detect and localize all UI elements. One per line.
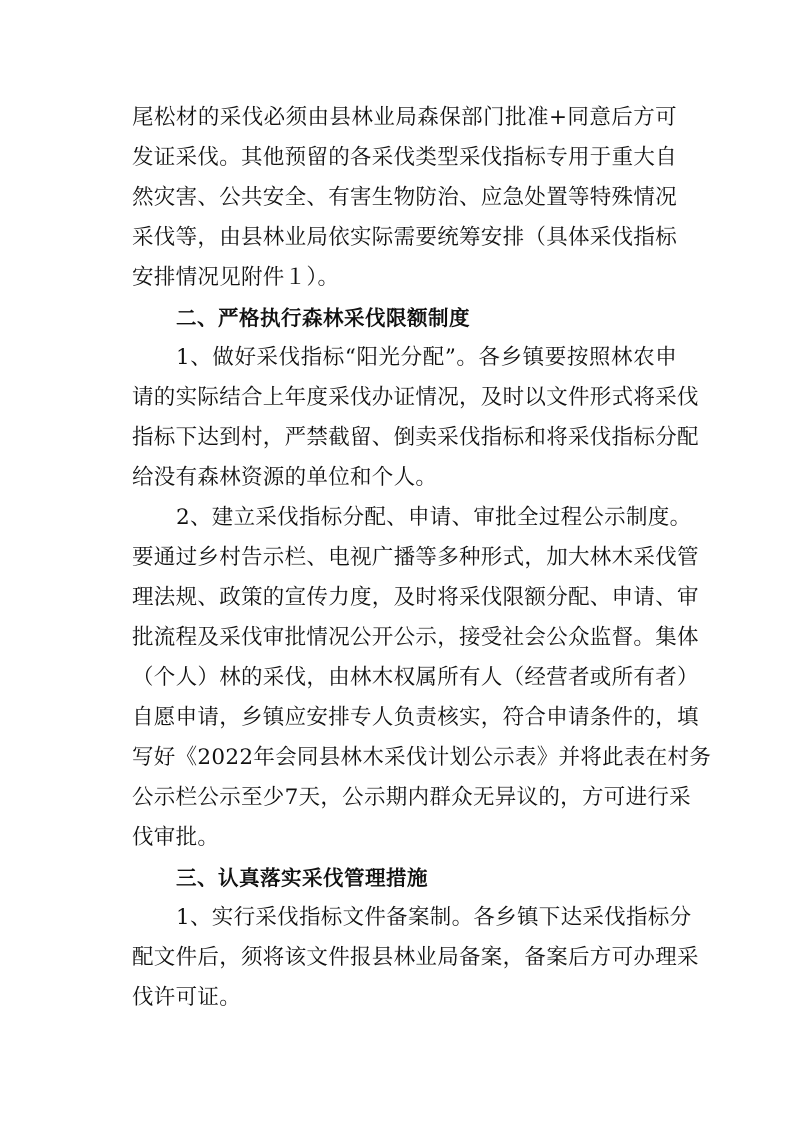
paragraph-line: 公示栏公示至少7天，公示期内群众无异议的，方可进行采: [132, 785, 691, 810]
paragraph-line: 伐审批。: [132, 825, 220, 850]
paragraph-line: 要通过乡村告示栏、电视广播等多种形式，加大林木采伐管: [132, 545, 699, 570]
paragraph-line: 尾松材的采伐必须由县林业局森保部门批准+同意后方可: [132, 105, 677, 130]
paragraph-line: 然灾害、公共安全、有害生物防治、应急处置等特殊情况: [132, 185, 678, 210]
paragraph-line: （个人）林的采伐，由林木权属所有人（经营者或所有者）: [132, 665, 699, 690]
paragraph-line: 安排情况见附件１）。: [132, 265, 340, 290]
paragraph-line: 发证采伐。其他预留的各采伐类型采伐指标专用于重大自: [132, 145, 678, 170]
paragraph-line: 伐许可证。: [132, 985, 242, 1010]
section-heading-2: 二、严格执行森林采伐限额制度: [176, 306, 470, 330]
paragraph-line: 自愿申请，乡镇应安排专人负责核实，符合申请条件的，填: [132, 705, 699, 730]
paragraph-line: 批流程及采伐审批情况公开公示，接受社会公众监督。集体: [132, 625, 699, 650]
paragraph-line: 1、实行采伐指标文件备案制。各乡镇下达采伐指标分: [176, 905, 692, 930]
paragraph-line: 理法规、政策的宣传力度，及时将采伐限额分配、申请、审: [132, 585, 699, 610]
paragraph-line: 采伐等，由县林业局依实际需要统筹安排（具体采伐指标: [132, 225, 678, 250]
paragraph-line: 1、做好采伐指标“阳光分配”。各乡镇要按照林农申: [176, 345, 677, 370]
section-heading-3: 三、认真落实采伐管理措施: [176, 866, 428, 890]
paragraph-line: 配文件后，须将该文件报县林业局备案，备案后方可办理采: [132, 945, 699, 970]
paragraph-line: 2、建立采伐指标分配、申请、审批全过程公示制度。: [176, 505, 692, 530]
paragraph-line: 写好《2022年会同县林木采伐计划公示表》并将此表在村务: [132, 745, 712, 770]
paragraph-line: 指标下达到村，严禁截留、倒卖采伐指标和将采伐指标分配: [132, 425, 699, 450]
paragraph-line: 请的实际结合上年度采伐办证情况，及时以文件形式将采伐: [132, 385, 699, 410]
paragraph-line: 给没有森林资源的单位和个人。: [132, 465, 438, 490]
